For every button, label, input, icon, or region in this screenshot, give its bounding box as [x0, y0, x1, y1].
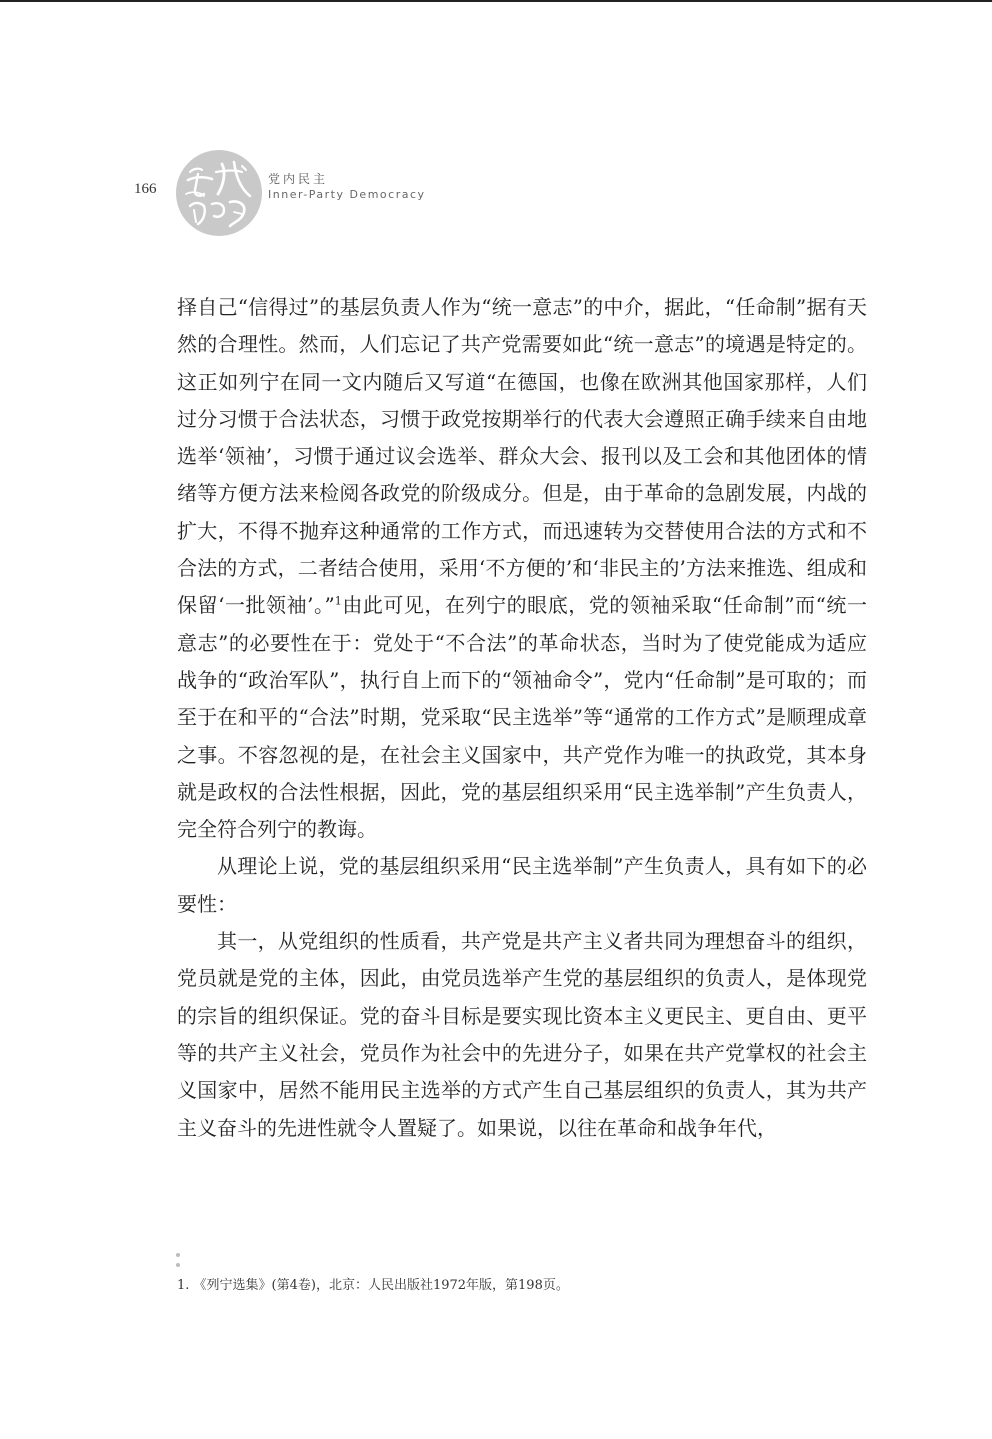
paragraph-1: [177, 289, 867, 848]
footnote-dot: [176, 1263, 180, 1267]
calligraphy-icon: [176, 150, 262, 236]
running-head-subtitle: Inner-Party Democracy: [268, 188, 426, 201]
paragraph-3: 其一，从党组织的性质看，共产党是共产主义者共同为理想奋斗的组织，党员就是党的主体，因此，由党员选举产生党的基层组织的负责人，是体现党的宗旨的组织保证。党的奋斗目标是要实现比资本主义更民主、更自由、更平等的共产主义社会，党员作为社会中的先进分子，如果在共产党掌权的社会主义国家中，居然不能用民主选举的方式产生自己基层组织的负责人，其为共产主义奋斗的先进性就令人置疑了。如果说，以往在革命和战争年代，: [177, 929, 867, 1140]
paragraph-2: 从理论上说，党的基层组织采用“民主选举制”产生负责人，具有如下的必要性：: [177, 854, 867, 916]
footnote: 1. 《列宁选集》(第4卷)，北京：人民出版社1972年版，第198页。: [177, 1278, 569, 1293]
running-head: [268, 171, 426, 203]
body-text: [177, 289, 867, 1147]
footnote-divider-dots: [176, 1253, 182, 1273]
running-head-title: 党内民主: [268, 172, 329, 186]
paragraph-1-text: 择自己“信得过”的基层负责人作为“统一意志”的中介，据此，“任命制”据有天然的合理性。然而，人们忘记了共产党需要如此“统一意志”的境遇是特定的。这正如列宁在同一文内随后又写道“在德国，也像在欧洲其他国家那样，人们过分习惯于合法状态，习惯于政党按期举行的代表大会遵照正确手续来自由地选举‘领袖’，习惯于通过议会选举、群众大会、报刊以及工会和其他团体的情绪等方便方法来检阅各政党的阶级成分。但是，由于革命的急剧发展，内战的扩大，不得不抛弃这种通常的工作方式，而迅速转为交替使用合法的方式和不合法的方式，二者结合使用，采用‘不方便的’和‘非民主的’方法来推选、组成和保留‘一批领袖’。”: [177, 295, 867, 618]
calligraphy-seal-logo: [176, 150, 262, 236]
paragraph-1-continued: 由此可见，在列宁的眼底，党的领袖采取“任命制”而“统一意志”的必要性在于：党处于“不合法”的革命状态，当时为了使党能成为适应战争的“政治军队”，执行自上而下的“领袖命令”，党内“任命制”是可取的；而至于在和平的“合法”时期，党采取“民主选举”等“通常的工作方式”是顺理成章之事。不容忽视的是，在社会主义国家中，共产党作为唯一的执政党，其本身就是政权的合法性根据，因此，党的基层组织采用“民主选举制”产生负责人，完全符合列宁的教诲。: [177, 593, 867, 842]
footnote-ref: 1: [334, 594, 342, 608]
page-number: 166: [134, 181, 157, 197]
top-rule: [0, 0, 992, 2]
footnote-dot: [176, 1253, 180, 1257]
